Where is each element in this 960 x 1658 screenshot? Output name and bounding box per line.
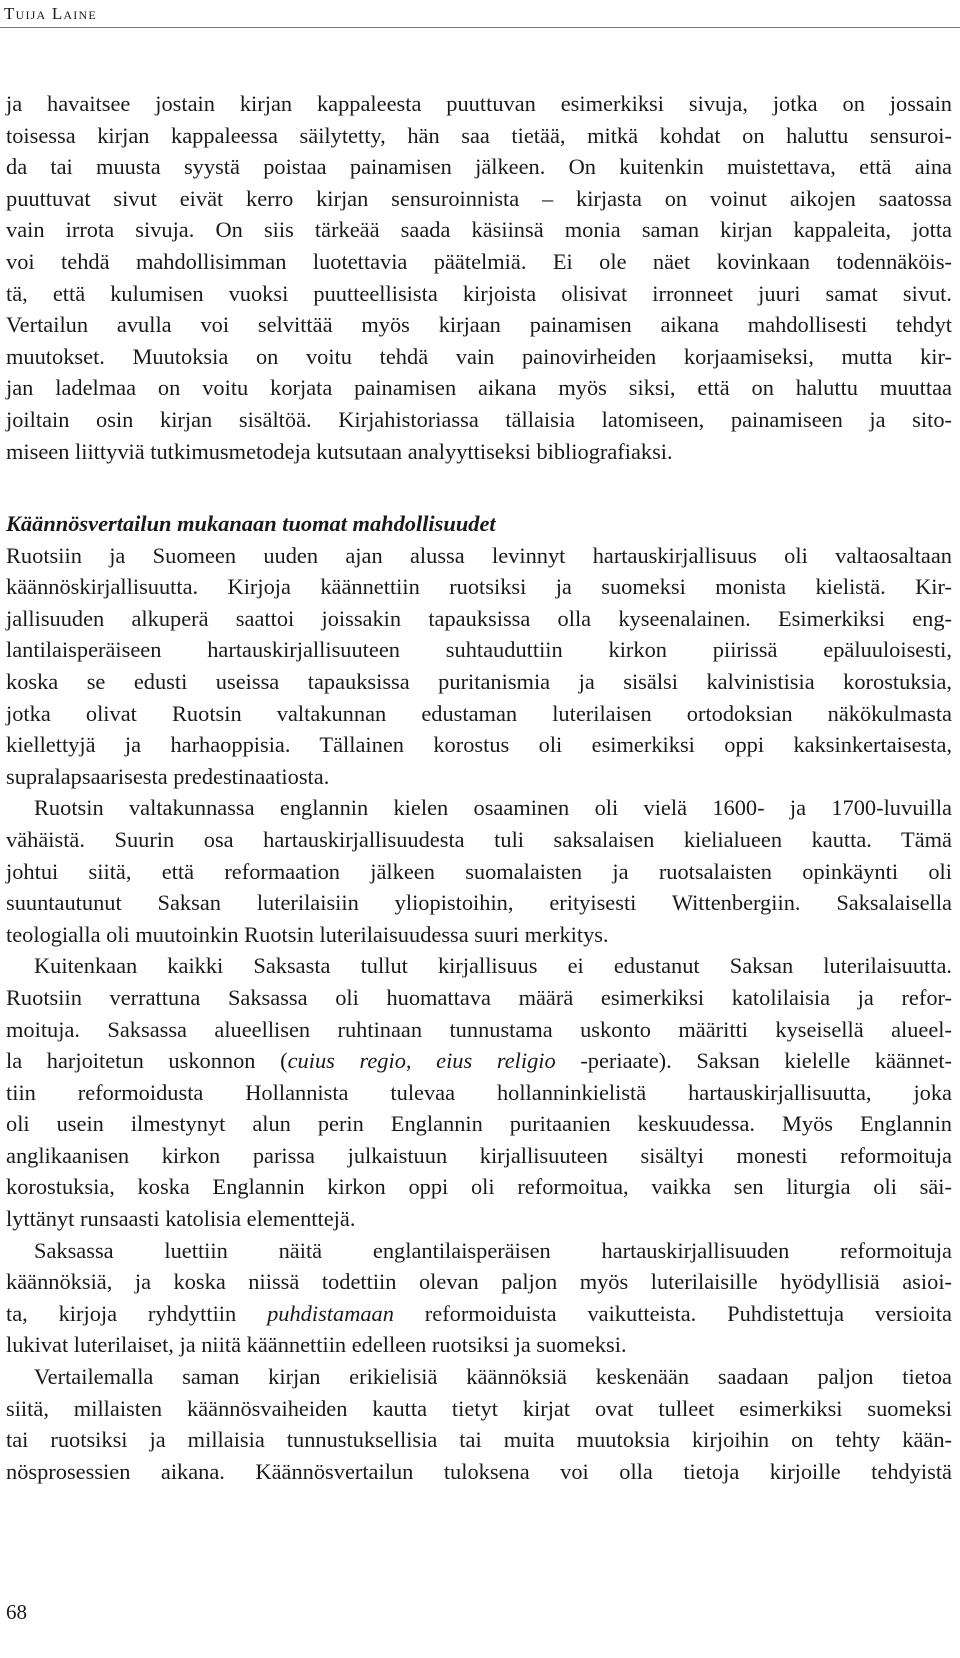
text-line [6,1014,952,1046]
text-segment: lukivat luterilaiset, ja niitä käännettiin edelleen ruotsiksi ja suomeksi. [6,1332,627,1358]
text-line [6,183,952,215]
text-segment: reformoiduista vaikutteista. Puhdistettuja versioita [393,1300,952,1326]
text-line [6,436,952,468]
text-line [6,120,952,152]
text-segment: supralapsaarisesta predestinaatiosta. [6,763,330,789]
text-segment: vain irrota sivuja. On siis tärkeää saada käsiinsä monia saman kirjan kappaleita, jotta [6,217,952,243]
page-number: 68 [6,1600,27,1624]
text-segment: koska se edusti useissa tapauksissa puritanismia ja sisälsi kalvinistisia korostuksia, [6,668,952,694]
text-line [6,1329,952,1361]
text-line [6,824,952,856]
text-line [6,341,952,373]
section-heading: Käännösvertailun mukanaan tuomat mahdollisuudet [6,511,496,536]
text-segment: vähäistä. Suurin osa hartauskirjallisuudesta tuli saksalaisen kielialueen kautta. Tämä [6,826,952,852]
intro-paragraph [6,88,952,467]
text-segment: ja havaitsee jostain kirjan kappaleesta puuttuvan esimerkiksi sivuja, jotka on jossain [6,91,952,116]
text-line [6,571,952,603]
text-line [6,603,952,635]
text-segment: tä, että kulumisen vuoksi puutteellisista kirjoista olisivat irronneet juuri samat sivut. [6,280,952,306]
text-line [6,309,952,341]
text-line [6,1108,952,1140]
text-segment: la harjoitetun uskonnon ( [6,1048,288,1074]
text-segment: käännöskirjallisuutta. Kirjoja käännettiin ruotsiksi ja suomeksi monista kielistä. Kir- [6,574,952,600]
text-line [6,1077,952,1109]
text-segment: korostuksia, koska Englannin kirkon oppi oli reformoitua, vaikka sen liturgia oli säi- [6,1174,952,1200]
text-segment: jotka olivat Ruotsin valtakunnan edustaman luterilaisen ortodoksian näkökulmasta [6,700,952,726]
text-line [6,1235,952,1267]
text-segment: voi tehdä mahdollisimman luotettavia päätelmiä. Ei ole näet kovinkaan todennäköis- [6,248,952,274]
text-segment: Saksassa luettiin näitä englantilaisperäisen hartauskirjallisuuden reformoituja [34,1237,952,1263]
text-line [6,246,952,278]
text-segment: moituja. Saksassa alueellisen ruhtinaan tunnustama uskonto määritti kyseisellä alueel- [6,1016,952,1042]
text-segment: kiellettyjä ja harhaoppisia. Tällainen korostus oli esimerkiksi oppi kaksinkertaisesta, [6,732,952,758]
text-segment: tai ruotsiksi ja millaisia tunnustuksellisia tai muita muutoksia kirjoihin on tehty kään- [6,1427,952,1453]
text-segment: Kuitenkaan kaikki Saksasta tullut kirjallisuus ei edustanut Saksan luterilaisuutta. [34,953,952,979]
text-segment: puuttuvat sivut eivät kerro kirjan sensuroinnista – kirjasta on voinut aikojen saatossa [6,185,952,211]
text-line [6,540,952,572]
text-segment: jallisuuden alkuperä saattoi joissakin tapauksissa olla kyseenalainen. Esimerkiksi eng- [6,605,952,631]
text-line [6,761,952,793]
text-line [6,729,952,761]
text-line [6,950,952,982]
text-line [6,1203,952,1235]
header-rule [0,27,960,28]
text-line [6,1298,952,1330]
text-segment: Ruotsin valtakunnassa englannin kielen osaaminen oli vielä 1600- ja 1700-luvuilla [34,795,952,821]
text-line [6,698,952,730]
text-segment: nösprosessien aikana. Käännösvertailun tuloksena voi olla tietoja kirjoille tehdyistä [6,1458,952,1484]
text-segment: da tai muusta syystä poistaa painamisen jälkeen. On kuitenkin muistettava, että aina [6,154,952,180]
text-line [6,404,952,436]
text-line [6,792,952,824]
text-line [6,856,952,888]
text-segment: muutokset. Muutoksia on voitu tehdä vain painovirheiden korjaamiseksi, mutta kir- [6,343,952,369]
text-line [6,1361,952,1393]
text-line [6,1424,952,1456]
text-line [6,1140,952,1172]
running-head: Tuija Laine [4,4,97,23]
section-body [6,508,952,1487]
text-segment: joiltain osin kirjan sisältöä. Kirjahistoriassa tällaisia latomiseen, painamiseen ja sito- [6,406,952,432]
text-line [6,634,952,666]
text-segment: Vertailun avulla voi selvittää myös kirjaan painamisen aikana mahdollisesti tehdyt [6,312,952,338]
text-segment: Vertailemalla saman kirjan erikielisiä käännöksiä keskenään saadaan paljon tietoa [34,1364,952,1390]
text-line [6,1456,952,1488]
text-line [6,887,952,919]
text-line [6,88,952,120]
text-line [6,1266,952,1298]
italic-phrase: cuius regio, eius religio [287,1048,556,1074]
text-segment: teologialla oli muutoinkin Ruotsin luterilaisuudessa suuri merkitys. [6,921,609,947]
text-segment: lantilaisperäiseen hartauskirjallisuuteen suhtauduttiin kirkon piirissä epäluuloisesti, [6,637,952,663]
text-segment: käännöksiä, ja koska niissä todettiin olevan paljon myös luterilaisille hyödyllisiä asioi- [6,1269,952,1295]
text-segment: jan ladelmaa on voitu korjata painamisen aikana myös siksi, että on haluttu muuttaa [6,375,952,401]
text-segment: siitä, millaisten käännösvaiheiden kautta tietyt kirjat ovat tulleet esimerkiksi suomeksi [6,1395,952,1421]
text-line [6,919,952,951]
text-segment: lyttänyt runsaasti katolisia elementtejä. [6,1206,356,1232]
text-line [6,372,952,404]
text-segment: oli usein ilmestynyt alun perin Englannin puritaanien keskuudessa. Myös Englannin [6,1111,952,1137]
text-segment: ta, kirjoja ryhdyttiin [6,1300,268,1326]
text-line [6,1045,952,1077]
text-segment: johtui siitä, että reformaation jälkeen suomalaisten ja ruotsalaisten opinkäynti oli [6,858,952,884]
text-segment: suuntautunut Saksan luterilaisiin yliopistoihin, erityisesti Wittenbergiin. Saksalaisella [6,890,952,916]
text-line [6,151,952,183]
text-segment: Ruotsiin ja Suomeen uuden ajan alussa levinnyt hartauskirjallisuus oli valtaosaltaan [6,542,952,568]
text-segment: miseen liittyviä tutkimusmetodeja kutsutaan analyyttiseksi bibliografiaksi. [6,438,673,464]
text-segment: anglikaanisen kirkon parissa julkaistuun kirjallisuuteen sisältyi monesti reformoituja [6,1142,952,1168]
text-segment: tiin reformoidusta Hollannista tulevaa hollanninkielistä hartauskirjallisuutta, joka [6,1079,952,1105]
text-line [6,214,952,246]
text-segment: toisessa kirjan kappaleessa säilytetty, hän saa tietää, mitkä kohdat on haluttu sensuroi- [6,122,952,148]
text-line [6,666,952,698]
text-line [6,1171,952,1203]
italic-phrase: puhdistamaan [267,1300,394,1326]
text-segment: -periaate). Saksan kielelle käännet- [555,1048,952,1074]
text-line [6,982,952,1014]
text-line [6,1393,952,1425]
text-segment: Ruotsiin verrattuna Saksassa oli huomattava määrä esimerkiksi katolilaisia ja refor- [6,984,952,1010]
text-line [6,278,952,310]
